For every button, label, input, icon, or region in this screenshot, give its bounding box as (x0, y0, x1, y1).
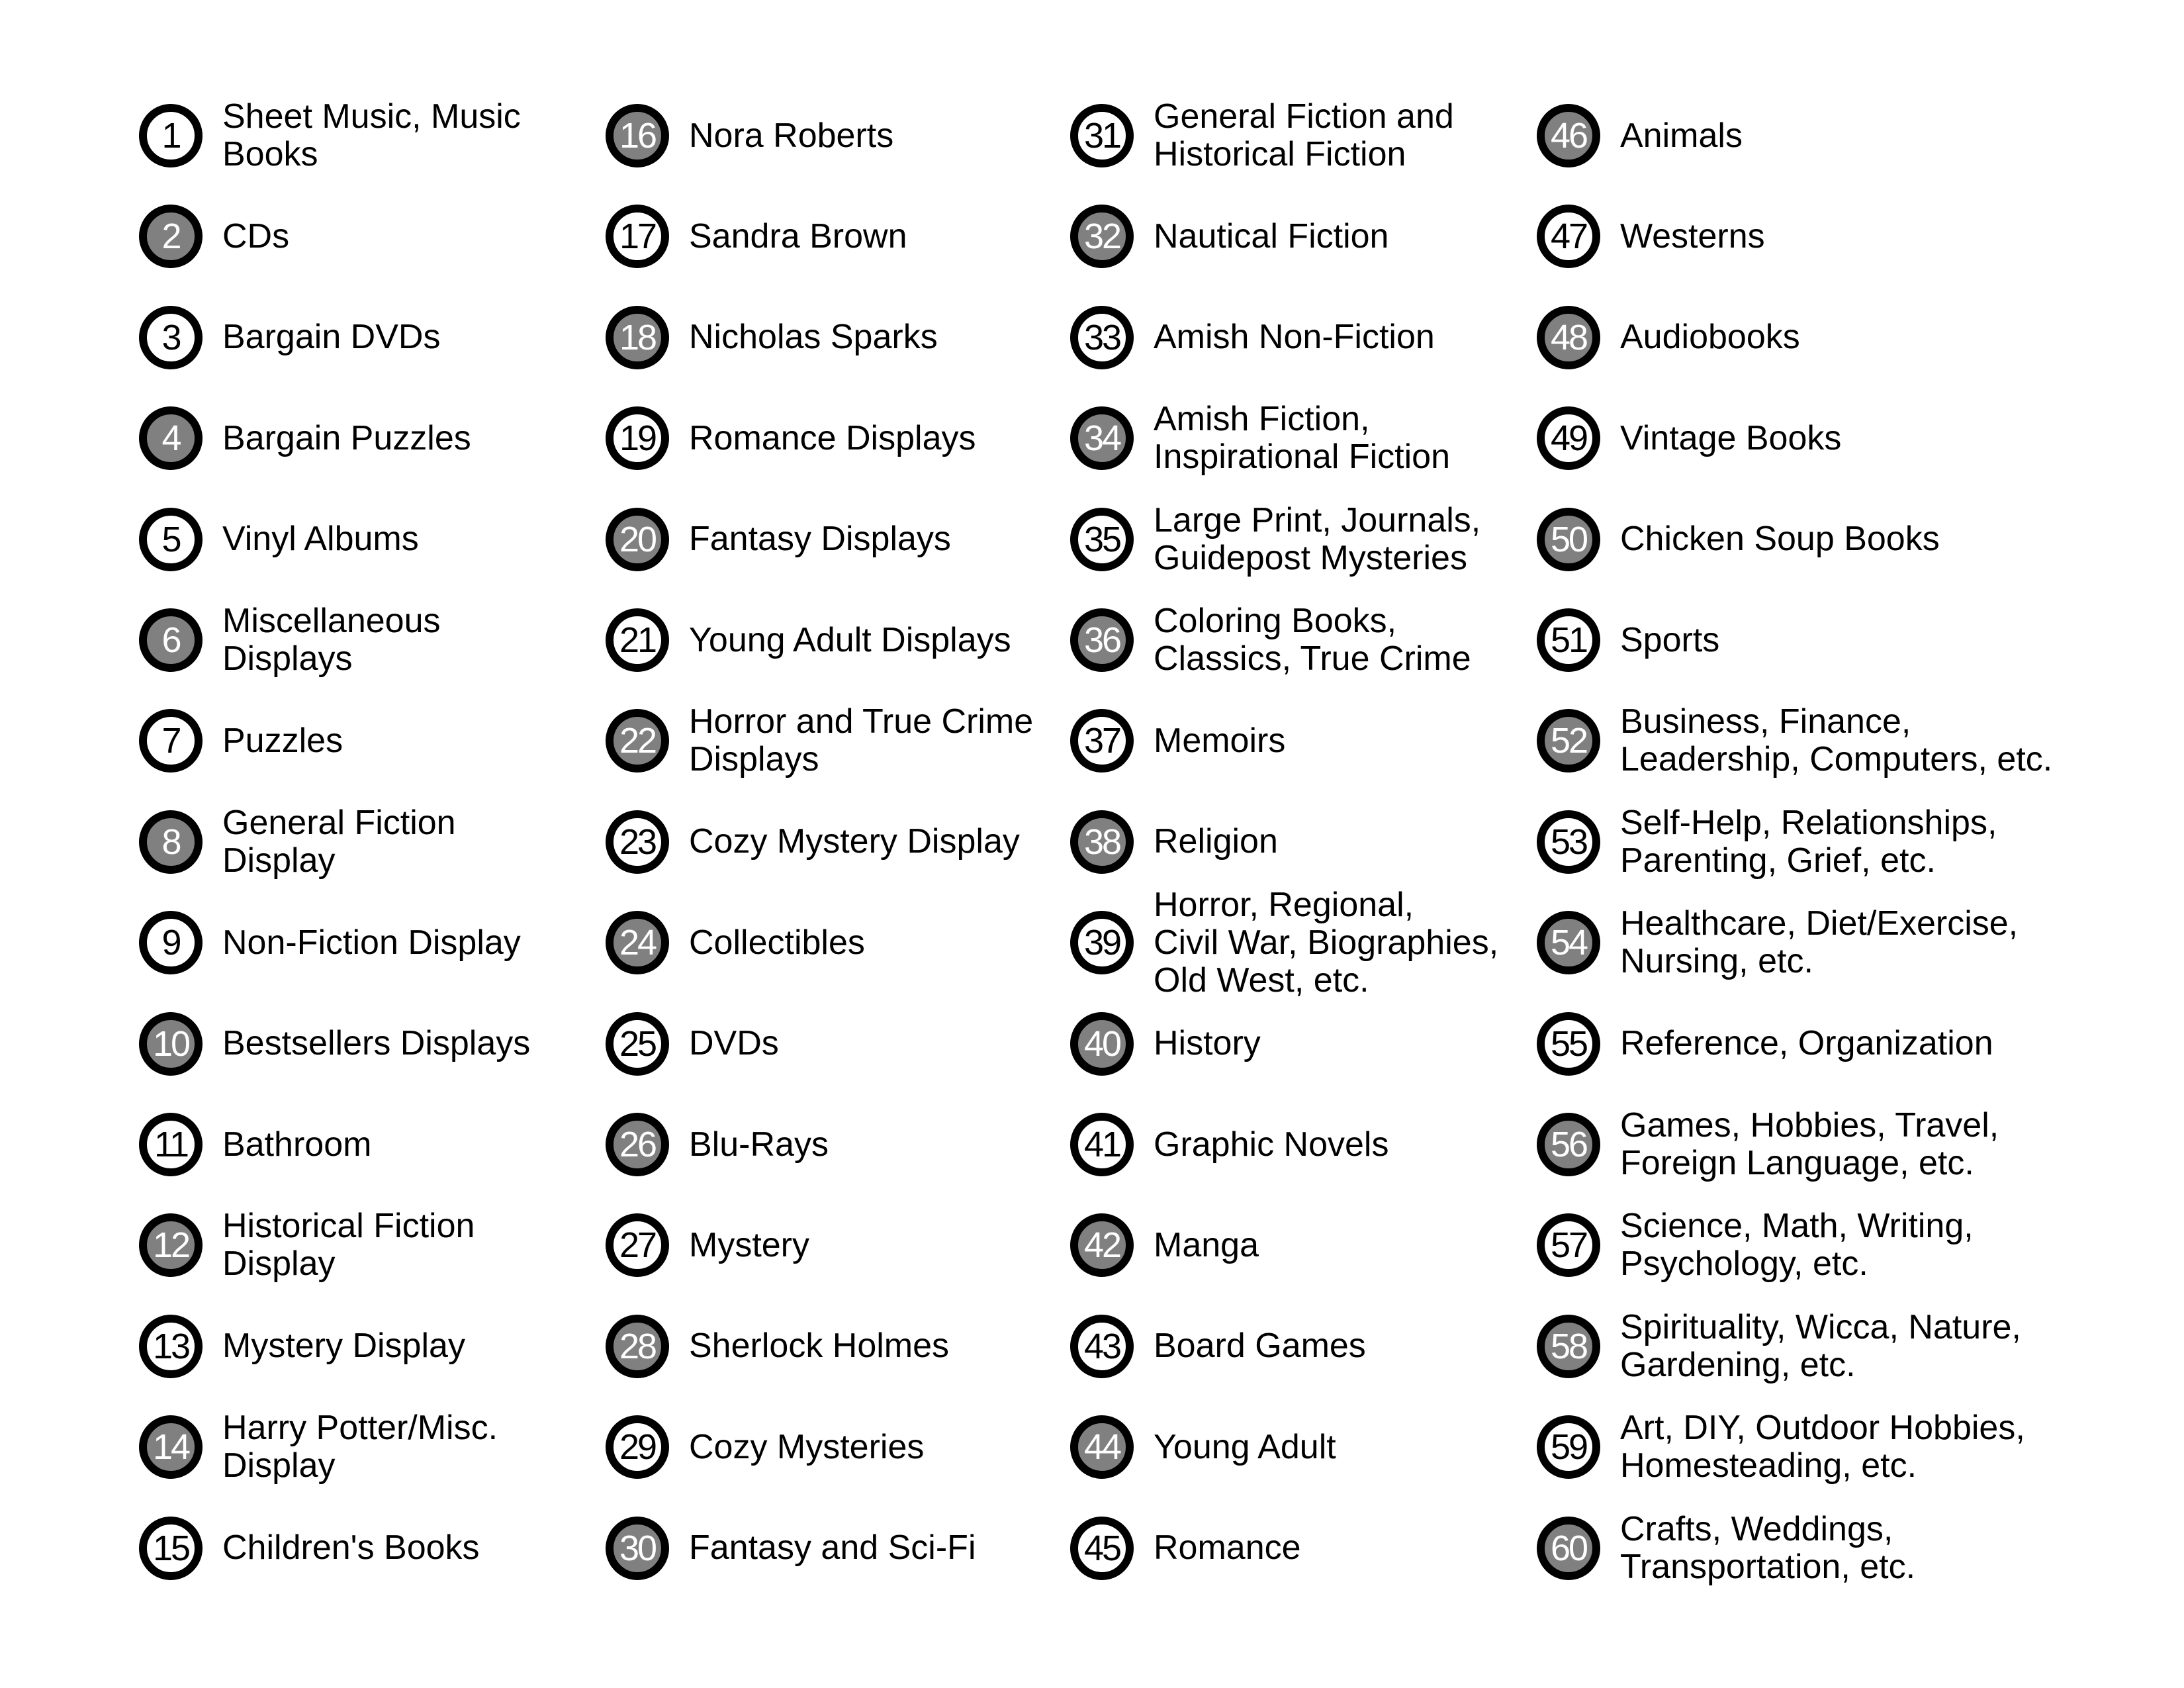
section-label: Bestsellers Displays (222, 1024, 531, 1063)
section-number-badge: 23 (606, 810, 669, 874)
section-number-badge: 30 (606, 1517, 669, 1580)
section-entry-40 (1070, 991, 1261, 1097)
section-number-badge: 32 (1070, 205, 1134, 268)
section-number-badge: 29 (606, 1415, 669, 1479)
section-entry-44 (1070, 1394, 1336, 1500)
section-entry-50 (1537, 487, 1940, 592)
section-entry-9 (139, 890, 521, 996)
section-entry-32 (1070, 183, 1388, 289)
section-number-badge: 24 (606, 911, 669, 974)
section-label: Horror, Regional, Civil War, Biographies, Old West, etc. (1154, 885, 1499, 1000)
section-number-badge: 35 (1070, 508, 1134, 571)
section-label: Spirituality, Wicca, Nature, Gardening, etc. (1620, 1307, 2021, 1384)
section-number-badge: 14 (139, 1415, 203, 1479)
section-number-badge: 13 (139, 1315, 203, 1378)
section-number-badge: 26 (606, 1113, 669, 1176)
section-label: Blu-Rays (689, 1125, 829, 1164)
section-entry-55 (1537, 991, 1993, 1097)
section-label: Historical Fiction Display (222, 1207, 475, 1284)
section-entry-17 (606, 183, 907, 289)
section-label: Animals (1620, 116, 1743, 155)
section-number-badge: 40 (1070, 1012, 1134, 1076)
section-number-badge: 43 (1070, 1315, 1134, 1378)
section-number-badge: 19 (606, 406, 669, 470)
section-entry-56 (1537, 1092, 1999, 1197)
section-entry-18 (606, 285, 938, 391)
section-entry-1 (139, 83, 521, 189)
section-number-badge: 51 (1537, 608, 1600, 672)
section-entry-43 (1070, 1293, 1366, 1399)
section-number-badge: 7 (139, 709, 203, 773)
section-label: Bargain Puzzles (222, 418, 471, 457)
section-number-badge: 33 (1070, 306, 1134, 369)
section-label: Mystery Display (222, 1327, 465, 1366)
section-label: Amish Non-Fiction (1154, 318, 1435, 357)
section-number-badge: 17 (606, 205, 669, 268)
section-number-badge: 15 (139, 1517, 203, 1580)
section-entry-5 (139, 487, 419, 592)
section-entry-41 (1070, 1092, 1388, 1197)
section-number-badge: 20 (606, 508, 669, 571)
section-entry-53 (1537, 789, 1997, 895)
section-entry-42 (1070, 1192, 1259, 1298)
section-label: Young Adult Displays (689, 620, 1011, 659)
section-entry-33 (1070, 285, 1435, 391)
section-entry-60 (1537, 1495, 1915, 1601)
section-label: Collectibles (689, 923, 865, 962)
section-number-badge: 47 (1537, 205, 1600, 268)
section-label: Business, Finance, Leadership, Computers, etc. (1620, 702, 2053, 779)
section-entry-48 (1537, 285, 1800, 391)
section-number-badge: 60 (1537, 1517, 1600, 1580)
section-label: Manga (1154, 1225, 1259, 1264)
section-label: DVDs (689, 1024, 779, 1063)
section-entry-21 (606, 587, 1011, 693)
section-label: Nora Roberts (689, 116, 894, 155)
section-entry-19 (606, 385, 976, 491)
section-number-badge: 44 (1070, 1415, 1134, 1479)
section-number-badge: 3 (139, 306, 203, 369)
section-entry-8 (139, 789, 456, 895)
section-label: Non-Fiction Display (222, 923, 521, 962)
section-number-badge: 37 (1070, 709, 1134, 773)
section-number-badge: 57 (1537, 1213, 1600, 1277)
section-label: Romance (1154, 1528, 1301, 1568)
section-label: Science, Math, Writing, Psychology, etc. (1620, 1207, 1974, 1284)
section-number-badge: 31 (1070, 104, 1134, 167)
section-entry-47 (1537, 183, 1765, 289)
section-label: Romance Displays (689, 418, 976, 457)
section-label: Sandra Brown (689, 216, 907, 256)
section-number-badge: 54 (1537, 911, 1600, 974)
section-number-badge: 8 (139, 810, 203, 874)
section-number-badge: 55 (1537, 1012, 1600, 1076)
section-number-badge: 48 (1537, 306, 1600, 369)
section-label: Healthcare, Diet/Exercise, Nursing, etc. (1620, 904, 2019, 981)
section-entry-20 (606, 487, 951, 592)
section-label: Miscellaneous Displays (222, 602, 441, 678)
section-entry-34 (1070, 385, 1450, 491)
section-entry-30 (606, 1495, 976, 1601)
section-entry-16 (606, 83, 893, 189)
section-label: Nicholas Sparks (689, 318, 938, 357)
section-entry-26 (606, 1092, 829, 1197)
section-entry-46 (1537, 83, 1743, 189)
section-number-badge: 4 (139, 406, 203, 470)
section-number-badge: 58 (1537, 1315, 1600, 1378)
section-number-badge: 11 (139, 1113, 203, 1176)
section-number-badge: 45 (1070, 1517, 1134, 1580)
section-entry-54 (1537, 890, 2018, 996)
section-number-badge: 46 (1537, 104, 1600, 167)
section-entry-28 (606, 1293, 949, 1399)
section-label: CDs (222, 216, 290, 256)
section-number-badge: 42 (1070, 1213, 1134, 1277)
section-entry-35 (1070, 487, 1480, 592)
section-label: Religion (1154, 822, 1278, 861)
section-label: Cozy Mysteries (689, 1427, 925, 1466)
section-entry-49 (1537, 385, 1841, 491)
section-label: Harry Potter/Misc. Display (222, 1409, 498, 1485)
section-entry-45 (1070, 1495, 1301, 1601)
section-entry-23 (606, 789, 1020, 895)
section-number-badge: 41 (1070, 1113, 1134, 1176)
section-label: General Fiction Display (222, 803, 456, 880)
section-entry-51 (1537, 587, 1719, 693)
section-entry-14 (139, 1394, 498, 1500)
section-entry-58 (1537, 1293, 2021, 1399)
section-entry-37 (1070, 688, 1285, 794)
section-entry-12 (139, 1192, 475, 1298)
section-label: Mystery (689, 1225, 809, 1264)
section-number-badge: 59 (1537, 1415, 1600, 1479)
section-number-badge: 12 (139, 1213, 203, 1277)
section-entry-10 (139, 991, 530, 1097)
section-number-badge: 16 (606, 104, 669, 167)
section-label: Fantasy and Sci-Fi (689, 1528, 976, 1568)
section-label: Vinyl Albums (222, 520, 419, 559)
section-label: Young Adult (1154, 1427, 1336, 1466)
section-label: Bargain DVDs (222, 318, 441, 357)
section-entry-52 (1537, 688, 2052, 794)
section-entry-31 (1070, 83, 1454, 189)
section-number-badge: 28 (606, 1315, 669, 1378)
section-label: Vintage Books (1620, 418, 1842, 457)
section-entry-15 (139, 1495, 480, 1601)
section-entry-27 (606, 1192, 809, 1298)
section-number-badge: 10 (139, 1012, 203, 1076)
section-entry-11 (139, 1092, 371, 1197)
section-number-badge: 22 (606, 709, 669, 773)
section-label: Board Games (1154, 1327, 1366, 1366)
section-label: Large Print, Journals, Guidepost Mysteries (1154, 500, 1481, 577)
section-label: Self-Help, Relationships, Parenting, Grief, etc. (1620, 803, 1997, 880)
section-number-badge: 27 (606, 1213, 669, 1277)
section-entry-24 (606, 890, 865, 996)
section-entry-25 (606, 991, 779, 1097)
section-number-badge: 6 (139, 608, 203, 672)
section-label: Reference, Organization (1620, 1024, 1993, 1063)
section-number-badge: 50 (1537, 508, 1600, 571)
section-label: Puzzles (222, 721, 343, 760)
section-label: Bathroom (222, 1125, 372, 1164)
section-label: Coloring Books, Classics, True Crime (1154, 602, 1471, 678)
section-number-badge: 18 (606, 306, 669, 369)
section-entry-13 (139, 1293, 465, 1399)
section-entry-3 (139, 285, 440, 391)
section-label: Crafts, Weddings, Transportation, etc. (1620, 1509, 1916, 1586)
section-entry-6 (139, 587, 441, 693)
section-entry-22 (606, 688, 1033, 794)
section-entry-29 (606, 1394, 924, 1500)
section-label: Westerns (1620, 216, 1765, 256)
section-label: General Fiction and Historical Fiction (1154, 97, 1454, 173)
section-number-badge: 52 (1537, 709, 1600, 773)
section-entry-39 (1070, 885, 1499, 1000)
section-label: Memoirs (1154, 721, 1286, 760)
section-number-badge: 1 (139, 104, 203, 167)
section-label: History (1154, 1024, 1261, 1063)
section-entry-2 (139, 183, 289, 289)
section-label: Audiobooks (1620, 318, 1800, 357)
section-label: Graphic Novels (1154, 1125, 1389, 1164)
section-label: Amish Fiction, Inspirational Fiction (1154, 400, 1450, 477)
section-label: Sherlock Holmes (689, 1327, 950, 1366)
section-number-badge: 53 (1537, 810, 1600, 874)
section-label: Nautical Fiction (1154, 216, 1389, 256)
section-label: Cozy Mystery Display (689, 822, 1020, 861)
section-label: Sheet Music, Music Books (222, 97, 521, 173)
section-number-badge: 36 (1070, 608, 1134, 672)
section-entry-36 (1070, 587, 1471, 693)
section-entry-57 (1537, 1192, 1974, 1298)
section-number-badge: 34 (1070, 406, 1134, 470)
section-entry-7 (139, 688, 343, 794)
section-label: Games, Hobbies, Travel, Foreign Language, etc. (1620, 1106, 1999, 1182)
section-label: Sports (1620, 620, 1720, 659)
section-entry-4 (139, 385, 471, 491)
section-number-badge: 2 (139, 205, 203, 268)
section-number-badge: 39 (1070, 911, 1134, 974)
section-label: Fantasy Displays (689, 520, 951, 559)
section-label: Art, DIY, Outdoor Hobbies, Homesteading, etc. (1620, 1409, 2025, 1485)
section-number-badge: 21 (606, 608, 669, 672)
section-number-badge: 49 (1537, 406, 1600, 470)
section-number-badge: 9 (139, 911, 203, 974)
section-number-badge: 5 (139, 508, 203, 571)
section-label: Chicken Soup Books (1620, 520, 1940, 559)
section-label: Horror and True Crime Displays (689, 702, 1034, 779)
section-number-badge: 25 (606, 1012, 669, 1076)
section-entry-59 (1537, 1394, 2025, 1500)
section-number-badge: 56 (1537, 1113, 1600, 1176)
section-label: Children's Books (222, 1528, 480, 1568)
section-entry-38 (1070, 789, 1278, 895)
section-number-badge: 38 (1070, 810, 1134, 874)
